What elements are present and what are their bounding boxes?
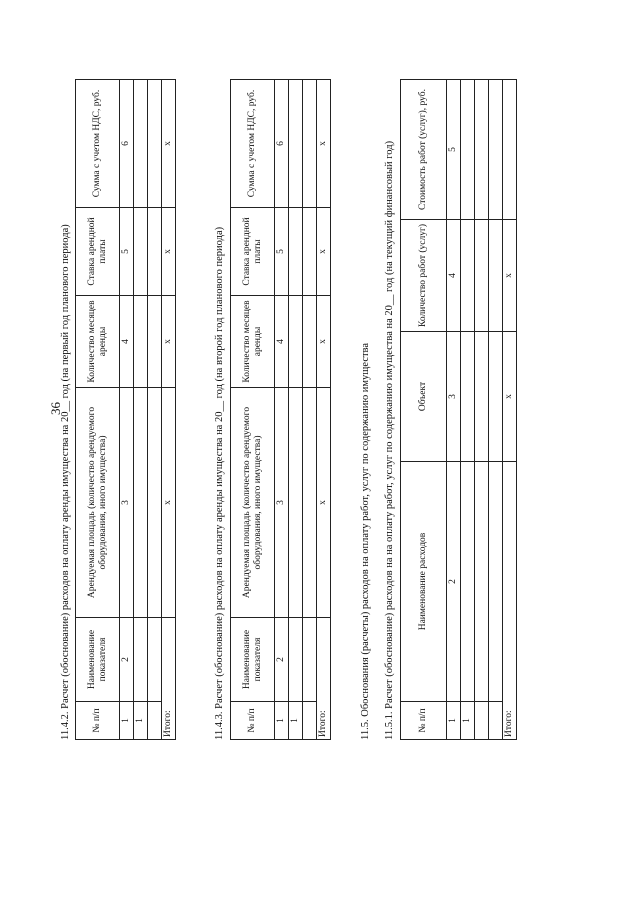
x-mark: x [503,220,517,332]
x-mark: x [317,80,331,208]
col-number: 1 [120,702,134,740]
section-11-5-heading: 11.5. Обоснования (расчеты) расходов на оплату работ, услуг по содержанию имущества [360,342,371,740]
x-mark: x [317,208,331,296]
table-11-5-1-caption: 11.5.1. Расчет (обоснование) расходов на на оплату работ, услуг по содержанию имущества на 20__ год (на текущий финансовый год) [384,140,395,740]
col-header: Стоимость работ (услуг), руб. [401,80,447,220]
col-header: № п/п [231,702,275,740]
table-header-row [231,80,275,740]
table-row [148,80,162,740]
col-number: 4 [120,296,134,388]
col-number: 1 [447,702,461,740]
col-header: Количество месяцев аренды [76,296,120,388]
col-header: № п/п [401,702,447,740]
table-header-row [76,80,120,740]
col-header: № п/п [76,702,120,740]
col-header: Сумма с учетом НДС, руб. [76,80,120,208]
col-number: 6 [120,80,134,208]
x-mark: x [317,296,331,388]
col-header: Арендуемая площадь (количество арендуемого оборудования, иного имущества) [231,388,275,618]
total-row [503,80,517,740]
total-row [317,80,331,740]
table-11-4-2-caption: 11.4.2. Расчет (обоснование) расходов на оплату аренды имущества на 20__ год (на первый год планового периода) [60,224,71,740]
column-number-row [120,80,134,740]
page-number: 36 [48,402,63,415]
table-11-4-3 [230,79,331,740]
table-row [475,80,489,740]
table-header-row [401,80,447,740]
col-header: Количество работ (услуг) [401,220,447,332]
row-number: 1 [461,702,475,740]
x-mark: x [317,388,331,618]
table-11-5-1 [400,79,517,740]
x-mark: x [503,332,517,462]
table-11-4-3-caption: 11.4.3. Расчет (обоснование) расходов на оплату аренды имущества на 20__ год (на второй год планового периода) [214,226,225,740]
total-label: Итого: [162,618,176,740]
col-number: 4 [447,220,461,332]
col-number: 3 [120,388,134,618]
col-header: Ставка арендной платы [231,208,275,296]
col-number: 5 [447,80,461,220]
col-header: Ставка арендной платы [76,208,120,296]
col-header: Сумма с учетом НДС, руб. [231,80,275,208]
x-mark: x [162,388,176,618]
col-number: 2 [275,618,289,702]
table-row [303,80,317,740]
column-number-row [275,80,289,740]
total-label: Итого: [503,462,517,740]
table-11-4-2 [75,79,176,740]
table-row [134,80,148,740]
col-header: Наименование расходов [401,462,447,702]
col-number: 4 [275,296,289,388]
col-header: Наименование показателя [76,618,120,702]
col-number: 6 [275,80,289,208]
col-number: 2 [447,462,461,702]
col-number: 2 [120,618,134,702]
table-row [489,80,503,740]
col-number: 5 [275,208,289,296]
col-number: 3 [275,388,289,618]
col-number: 3 [447,332,461,462]
col-header: Объект [401,332,447,462]
table-row [461,80,475,740]
total-row [162,80,176,740]
column-number-row [447,80,461,740]
col-number: 5 [120,208,134,296]
total-label: Итого: [317,618,331,740]
col-header: Арендуемая площадь (количество арендуемого оборудования, иного имущества) [76,388,120,618]
x-mark: x [162,208,176,296]
row-number: 1 [134,702,148,740]
table-row [289,80,303,740]
x-mark: x [162,296,176,388]
col-number: 1 [275,702,289,740]
col-header: Количество месяцев аренды [231,296,275,388]
x-mark: x [162,80,176,208]
row-number: 1 [289,702,303,740]
col-header: Наименование показателя [231,618,275,702]
